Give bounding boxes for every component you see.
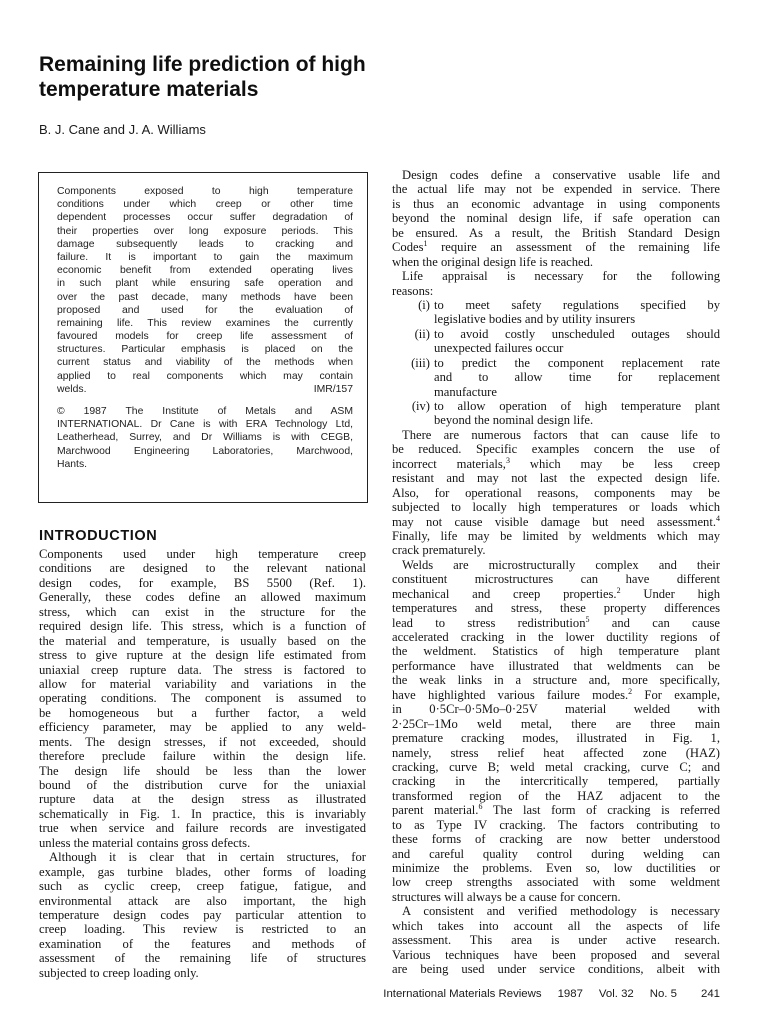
abstract-line: their properties over long exposure periods. This [57,225,353,237]
text-line: premature cracking modes, illustrated in Fig. 1, [392,731,720,746]
text-line: true when service and failure records are investigated [39,821,366,836]
text-line: Components used under high temperature creep [39,547,366,561]
intro-paragraph-2 [39,850,366,980]
text-line: bound of the distribution curve for the uniaxial [39,778,366,792]
text-line: Various techniques have been proposed and several [392,947,720,962]
text-line: which takes into account all the aspects of life [392,918,720,933]
abstract-line: remaining life. This review examines the currently [57,317,353,329]
text-line: be homogeneous but a further factor, a weld [39,705,366,720]
journal-volume: Vol. 32 [598,988,634,1000]
list-item-number: (i) [418,297,430,312]
list-item-text: legislative bodies and by utility insurers [434,312,636,327]
text-line: Design codes define a conservative usable life and [402,168,720,182]
authors: B. J. Cane and J. A. Williams [39,122,206,137]
text-line: accelerated cracking in the lower ductility regions of [392,630,720,644]
text-line: A consistent and verified methodology is necessary [402,904,720,919]
text-line: rupture data at the design stress as illustrated [39,792,366,807]
intro-paragraph-1 [39,547,366,850]
abstract-line: current status and viability of the methods when [57,357,353,369]
abstract-line: proposed and used for the evaluation of [57,304,353,316]
abstract-last-word: welds. [57,383,87,395]
text-line: are being used under service conditions, albeit with [392,962,720,977]
text-line: the weak links in a structure and, more specifically, [392,673,720,688]
text-line: the actual life may not be expended in service. There [392,182,720,197]
list-item [392,370,720,384]
text-line: Welds are microstructurally complex and their [402,557,720,572]
text-line: operating conditions. The component is assumed to [39,691,366,706]
text-line: subjected to creep loading only. [39,965,199,980]
list-item-text: to allow operation of high temperature plant [434,399,720,413]
text-line: performance have illustrated that weldments can be [392,658,720,673]
abstract-last-line [57,383,353,396]
journal-name: International Materials Reviews [383,988,542,1000]
right-paragraph-2 [392,269,720,298]
right-paragraph-5 [392,904,720,976]
text-line: Generally, these codes define an allowed maximum [39,590,366,605]
copyright-last-line: Hants. [57,458,88,470]
list-item-number: (ii) [414,326,430,341]
text-line: the weldment. Statistics of high temperature plant [392,644,720,659]
abstract-line: over the past decade, many methods have been [57,291,353,303]
text-line: design codes, for example, BS 5500 (Ref. 1). [39,575,366,590]
article-code: IMR/157 [313,383,353,395]
text-line: environmental attack are also important, the high [39,893,366,908]
text-line: Codes$^1$ require an assessment of the remaining life [392,240,720,255]
left-column [39,547,366,980]
text-line: examination of the features and methods of [39,936,366,951]
text-line: may not cause visible damage but need assessment.$^4$ [392,514,720,529]
text-line: stress, which can exist in the structure for the [39,604,366,619]
text-line: be ensured. As a result, the British Standard Design [392,225,720,240]
text-line: crack prematurely. [392,543,486,558]
text-line: when the original design life is reached. [392,254,594,269]
text-line: beyond the nominal design life, if safe operation can [392,211,720,226]
list-item [392,341,720,355]
text-line: be reduced. Specific examples concern the use of [392,442,720,457]
text-line: have highlighted various failure modes.$^2$ For example, [392,687,720,702]
title-line-1: Remaining life prediction of high [39,53,366,76]
text-line: structures will always be a cause for concern. [392,889,621,904]
text-line: transformed region of the HAZ adjacent to the [392,788,720,803]
text-line: these forms of cracking are now better understood [392,832,720,847]
text-line: temperatures and stress, these property differences [392,601,720,616]
text-line: creep loading. This review is restricted to an [39,922,366,937]
abstract-line: in such plant while ensuring safe operation and [57,278,353,290]
list-item [392,356,720,370]
abstract-line: conditions under which creep or other time [57,199,353,211]
reasons-list [392,298,720,428]
text-line: such as cyclic creep, creep fatigue, fatigue, and [39,879,366,894]
copyright-line: © 1987 The Institute of Metals and ASM [57,406,353,417]
text-line: and careful quality control during welding can [392,846,720,861]
right-column [392,168,720,977]
abstract-box [38,172,368,503]
list-item-text: manufacture [434,384,497,399]
text-line: constituent microstructures can have different [392,572,720,587]
abstract-line: dependent processes occur suffer degradation of [57,212,353,224]
text-line: unless the material contains gross defects. [39,835,251,850]
journal-number: No. 5 [649,988,677,1000]
copyright-line: Marchwood Engineering Laboratories, Marchwood, [57,445,353,457]
text-line: minimize the problems. Even so, low ductilities or [392,861,720,875]
abstract-line: favoured models for creep life assessment of [57,331,353,343]
list-item [392,327,720,341]
list-item-text: to predict the component replacement rate [434,355,720,370]
text-line: is thus an economic advantage in using components [392,196,720,211]
list-item [392,413,720,427]
text-line: in 0·5Cr–0·5Mo–0·25V material welded with [392,702,720,717]
text-line: namely, stress relief heat affected zone (HAZ) [392,745,720,760]
section-heading-introduction: INTRODUCTION [39,528,158,544]
abstract-line: failure. It is important to gain the maximum [57,251,353,263]
text-line: ments. The design stresses, if not exceeded, should [39,734,366,749]
text-line: Also, for operational reasons, components may be [392,485,720,500]
text-line: stress to give rupture at the design life estimated from [39,648,366,663]
text-line: efficiency parameter, may be applied to any weld- [39,720,366,735]
text-line: assessment of the remaining life of structures [39,951,366,966]
abstract-line: damage subsequently leads to cracking and [57,238,353,250]
text-line: Life appraisal is necessary for the following [402,269,720,284]
abstract-line: applied to real components which may contain [57,370,353,382]
copyright-line: Leatherhead, Surrey, and Dr Williams is with CEGB, [57,432,353,444]
list-item-text: and to allow time for replacement [434,370,720,385]
text-line: Finally, life may be limited by weldments which may [392,528,720,543]
text-line: mechanical and creep properties.$^2$ Under high [392,586,720,601]
text-line: reasons: [392,283,434,298]
list-item [392,298,720,312]
right-paragraph-4 [392,558,720,905]
text-line: therefore preclude failure within the design life. [39,749,366,764]
copyright-line: INTERNATIONAL. Dr Cane is with ERA Technology Ltd, [57,419,353,431]
journal-year: 1987 [557,988,583,1000]
text-line: The design life should be less than the lower [39,763,366,778]
text-line: 2·25Cr–1Mo weld metal, there are three main [392,716,720,731]
text-line: uniaxial creep rupture data. The stress is factored to [39,662,366,677]
text-line: schematically in Fig. 1. In practice, this is invariably [39,806,366,821]
list-item-text: to avoid costly unscheduled outages should [434,326,720,341]
abstract-line: economic benefit from extended operating lives [57,265,353,277]
abstract-line: Components exposed to high temperature [57,186,353,197]
title-line-2: temperature materials [39,78,259,101]
list-item-number: (iii) [411,355,430,370]
text-line: example, gas turbine blades, other forms of loading [39,864,366,879]
list-item [392,399,720,413]
text-line: subjected to locally high temperatures or loads which [392,500,720,515]
text-line: temperature design codes pay particular attention to [39,907,366,922]
text-line: resistant and may not last the expected design life. [392,471,720,486]
abstract-line: structures. Particular emphasis is placed on the [57,344,353,356]
text-line: parent material.$^6$ The last form of cracking is referred [392,803,720,818]
text-line: allow for material variability and variations in the [39,676,366,691]
text-line: the material and temperature, is usually based on the [39,633,366,648]
list-item [392,385,720,399]
text-line: to as Type IV cracking. The factors contributing to [392,817,720,832]
text-line: lead to stress redistribution$^5$ and can cause [392,615,720,630]
list-item-text: beyond the nominal design life. [434,413,594,428]
page-footer [383,988,720,1000]
text-line: assessment. This area is under active research. [392,933,720,948]
text-line: cracking, curve B; weld metal cracking, curve C; and [392,759,720,774]
list-item-text: to meet safety regulations specified by [434,297,720,312]
text-line: conditions are designed to the relevant national [39,561,366,576]
right-paragraph-3 [392,428,720,558]
list-item-number: (iv) [411,399,430,413]
copyright-notice [57,405,353,458]
text-line: There are numerous factors that can cause life to [402,427,720,442]
text-line: required design life. This stress, which is a function of [39,619,366,634]
right-paragraph-1 [392,168,720,269]
list-item-text: unexpected failures occur [434,341,564,356]
text-line: low creep strengths associated with some weldment [392,875,720,890]
paper-title [39,52,639,102]
list-item [392,312,720,326]
text-line: cracking in the intercritically tempered, partially [392,774,720,789]
page-number: 241 [700,988,720,1000]
text-line: Although it is clear that in certain structures, for [49,850,366,865]
abstract-text [57,185,353,383]
text-line: incorrect materials,$^3$ which may be less creep [392,456,720,471]
